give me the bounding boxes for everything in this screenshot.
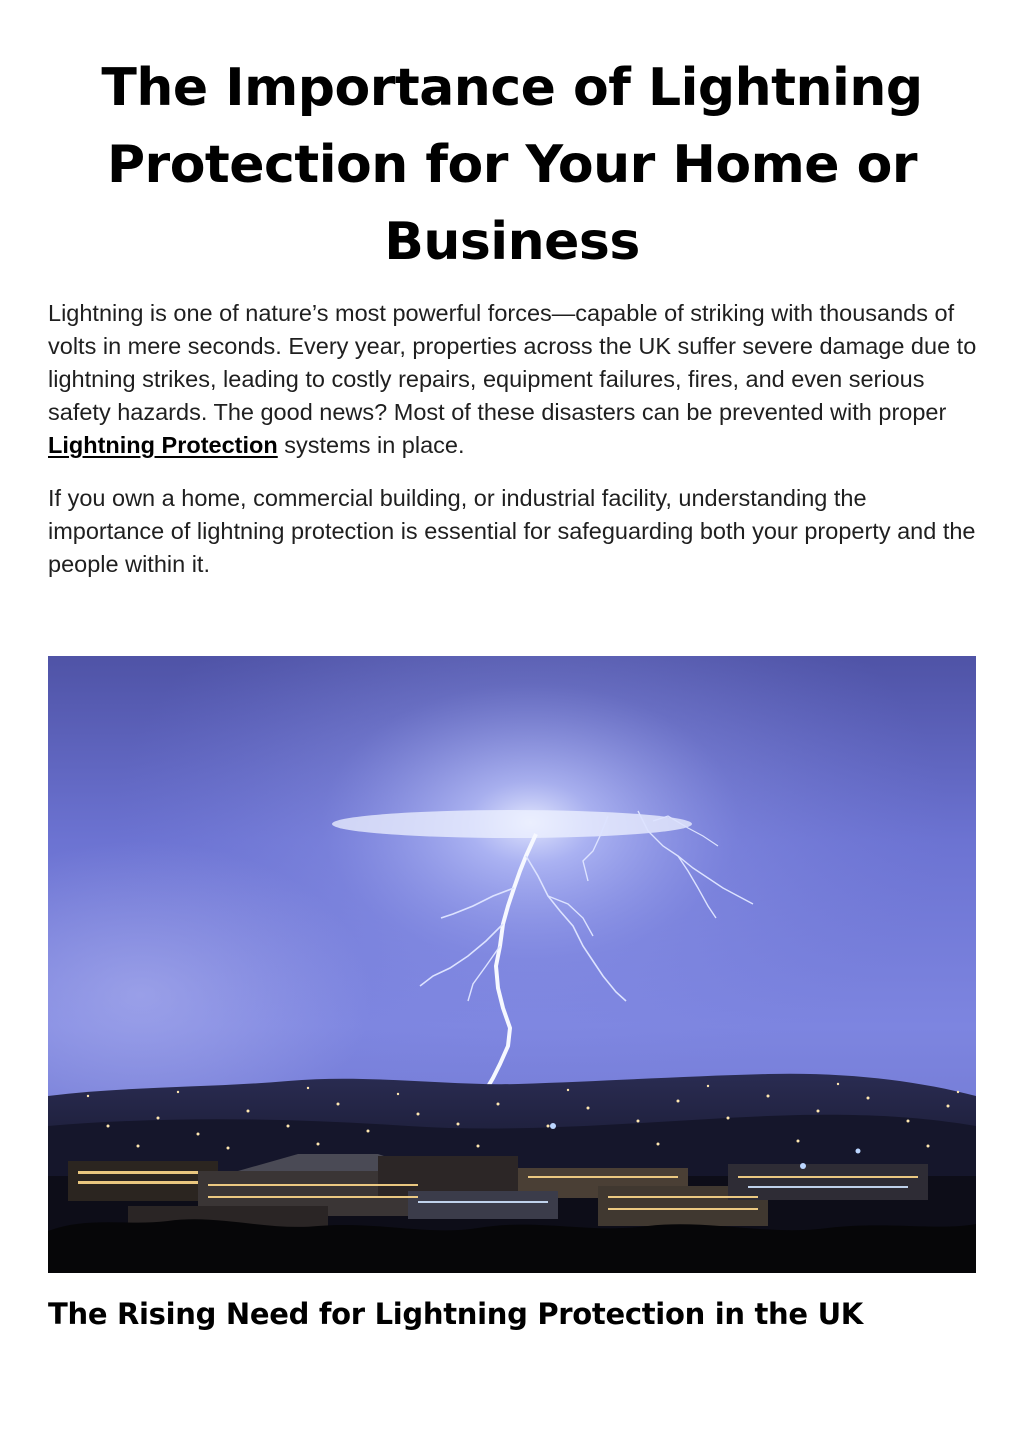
intro-text-end: systems in place. (277, 432, 465, 458)
page-title: The Importance of Lightning Protection for Your Home or Business (101, 58, 923, 272)
lightning-protection-link[interactable]: Lightning Protection (48, 432, 278, 458)
lightning-city-image (48, 656, 976, 1273)
intro-text: Lightning is one of nature’s most powerful forces—capable of striking with thousands of volts in mere seconds. Every year, properties across the UK suffer severe damage due to lightning strikes, leading to costly repairs, equipment failures, fires, and even serious safety hazards. The good news? Most of these disasters can be prevented with proper (48, 300, 977, 425)
intro-paragraph (48, 297, 978, 462)
second-paragraph: If you own a home, commercial building, or industrial facility, understanding the importance of lightning protection is essential for safeguarding both your property and the people within it. (48, 485, 976, 577)
section-heading: The Rising Need for Lightning Protection in the UK (48, 1297, 863, 1331)
